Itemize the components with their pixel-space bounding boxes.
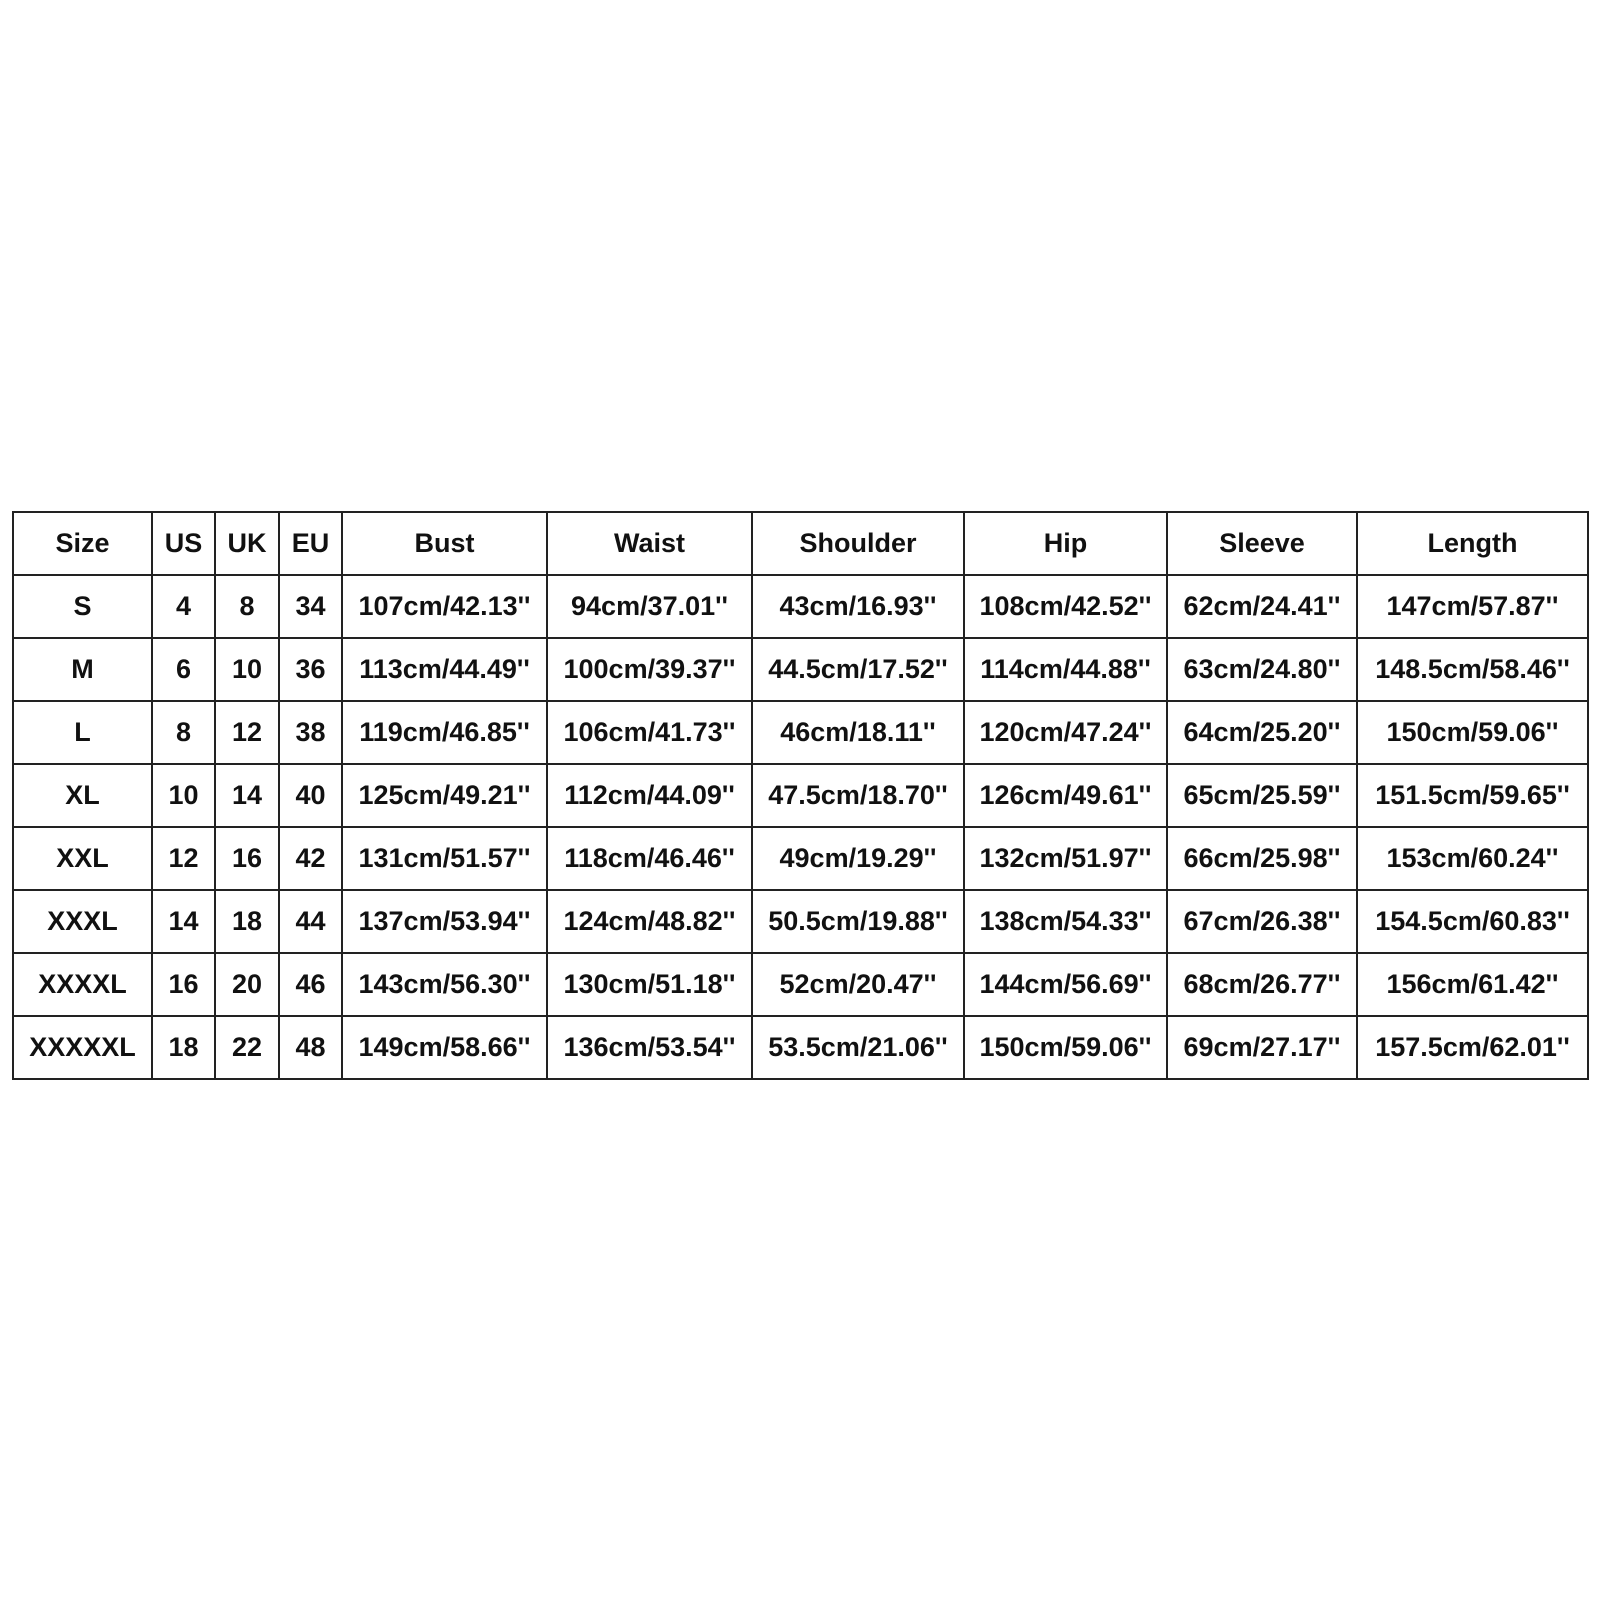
- cell-hip: 132cm/51.97'': [964, 827, 1167, 890]
- header-waist: Waist: [547, 512, 752, 575]
- cell-length: 148.5cm/58.46'': [1357, 638, 1588, 701]
- cell-hip: 120cm/47.24'': [964, 701, 1167, 764]
- header-shoulder: Shoulder: [752, 512, 964, 575]
- cell-length: 157.5cm/62.01'': [1357, 1016, 1588, 1079]
- cell-bust: 149cm/58.66'': [342, 1016, 547, 1079]
- cell-bust: 131cm/51.57'': [342, 827, 547, 890]
- cell-eu: 46: [279, 953, 342, 1016]
- cell-bust: 143cm/56.30'': [342, 953, 547, 1016]
- cell-sleeve: 69cm/27.17'': [1167, 1016, 1357, 1079]
- cell-shoulder: 46cm/18.11'': [752, 701, 964, 764]
- cell-uk: 22: [215, 1016, 279, 1079]
- cell-hip: 150cm/59.06'': [964, 1016, 1167, 1079]
- cell-bust: 113cm/44.49'': [342, 638, 547, 701]
- cell-waist: 136cm/53.54'': [547, 1016, 752, 1079]
- size-chart-table: [12, 511, 1589, 1080]
- cell-uk: 18: [215, 890, 279, 953]
- cell-uk: 10: [215, 638, 279, 701]
- header-sleeve: Sleeve: [1167, 512, 1357, 575]
- cell-sleeve: 65cm/25.59'': [1167, 764, 1357, 827]
- header-us: US: [152, 512, 215, 575]
- header-row: [13, 512, 1588, 575]
- cell-length: 153cm/60.24'': [1357, 827, 1588, 890]
- header-length: Length: [1357, 512, 1588, 575]
- cell-size: XL: [13, 764, 152, 827]
- cell-sleeve: 64cm/25.20'': [1167, 701, 1357, 764]
- cell-waist: 118cm/46.46'': [547, 827, 752, 890]
- size-rows: [13, 575, 1588, 1079]
- table-row: [13, 890, 1588, 953]
- header-hip: Hip: [964, 512, 1167, 575]
- cell-shoulder: 47.5cm/18.70'': [752, 764, 964, 827]
- cell-waist: 94cm/37.01'': [547, 575, 752, 638]
- cell-bust: 125cm/49.21'': [342, 764, 547, 827]
- cell-us: 16: [152, 953, 215, 1016]
- cell-eu: 48: [279, 1016, 342, 1079]
- cell-length: 151.5cm/59.65'': [1357, 764, 1588, 827]
- cell-length: 147cm/57.87'': [1357, 575, 1588, 638]
- cell-us: 10: [152, 764, 215, 827]
- table-row: [13, 827, 1588, 890]
- cell-uk: 20: [215, 953, 279, 1016]
- cell-us: 4: [152, 575, 215, 638]
- cell-size: XXXXL: [13, 953, 152, 1016]
- cell-shoulder: 49cm/19.29'': [752, 827, 964, 890]
- header-size: Size: [13, 512, 152, 575]
- cell-waist: 124cm/48.82'': [547, 890, 752, 953]
- table-row: [13, 575, 1588, 638]
- cell-eu: 36: [279, 638, 342, 701]
- cell-size: M: [13, 638, 152, 701]
- cell-shoulder: 52cm/20.47'': [752, 953, 964, 1016]
- cell-length: 154.5cm/60.83'': [1357, 890, 1588, 953]
- cell-uk: 14: [215, 764, 279, 827]
- cell-length: 150cm/59.06'': [1357, 701, 1588, 764]
- cell-waist: 130cm/51.18'': [547, 953, 752, 1016]
- cell-uk: 8: [215, 575, 279, 638]
- cell-waist: 112cm/44.09'': [547, 764, 752, 827]
- cell-hip: 114cm/44.88'': [964, 638, 1167, 701]
- cell-sleeve: 63cm/24.80'': [1167, 638, 1357, 701]
- table-row: [13, 1016, 1588, 1079]
- cell-sleeve: 67cm/26.38'': [1167, 890, 1357, 953]
- cell-uk: 12: [215, 701, 279, 764]
- cell-us: 8: [152, 701, 215, 764]
- cell-eu: 34: [279, 575, 342, 638]
- cell-size: XXXL: [13, 890, 152, 953]
- cell-size: L: [13, 701, 152, 764]
- cell-us: 6: [152, 638, 215, 701]
- cell-eu: 40: [279, 764, 342, 827]
- cell-us: 12: [152, 827, 215, 890]
- cell-hip: 126cm/49.61'': [964, 764, 1167, 827]
- cell-sleeve: 62cm/24.41'': [1167, 575, 1357, 638]
- cell-size: XXXXXL: [13, 1016, 152, 1079]
- cell-eu: 38: [279, 701, 342, 764]
- cell-hip: 108cm/42.52'': [964, 575, 1167, 638]
- cell-bust: 119cm/46.85'': [342, 701, 547, 764]
- table-row: [13, 953, 1588, 1016]
- cell-size: XXL: [13, 827, 152, 890]
- cell-size: S: [13, 575, 152, 638]
- cell-shoulder: 43cm/16.93'': [752, 575, 964, 638]
- cell-hip: 144cm/56.69'': [964, 953, 1167, 1016]
- cell-eu: 44: [279, 890, 342, 953]
- cell-shoulder: 53.5cm/21.06'': [752, 1016, 964, 1079]
- header-eu: EU: [279, 512, 342, 575]
- cell-length: 156cm/61.42'': [1357, 953, 1588, 1016]
- cell-bust: 107cm/42.13'': [342, 575, 547, 638]
- cell-shoulder: 50.5cm/19.88'': [752, 890, 964, 953]
- cell-us: 14: [152, 890, 215, 953]
- cell-eu: 42: [279, 827, 342, 890]
- cell-waist: 106cm/41.73'': [547, 701, 752, 764]
- cell-hip: 138cm/54.33'': [964, 890, 1167, 953]
- header-bust: Bust: [342, 512, 547, 575]
- cell-sleeve: 68cm/26.77'': [1167, 953, 1357, 1016]
- cell-uk: 16: [215, 827, 279, 890]
- cell-sleeve: 66cm/25.98'': [1167, 827, 1357, 890]
- table-row: [13, 701, 1588, 764]
- table-row: [13, 638, 1588, 701]
- table-row: [13, 764, 1588, 827]
- cell-waist: 100cm/39.37'': [547, 638, 752, 701]
- cell-bust: 137cm/53.94'': [342, 890, 547, 953]
- header-uk: UK: [215, 512, 279, 575]
- cell-shoulder: 44.5cm/17.52'': [752, 638, 964, 701]
- cell-us: 18: [152, 1016, 215, 1079]
